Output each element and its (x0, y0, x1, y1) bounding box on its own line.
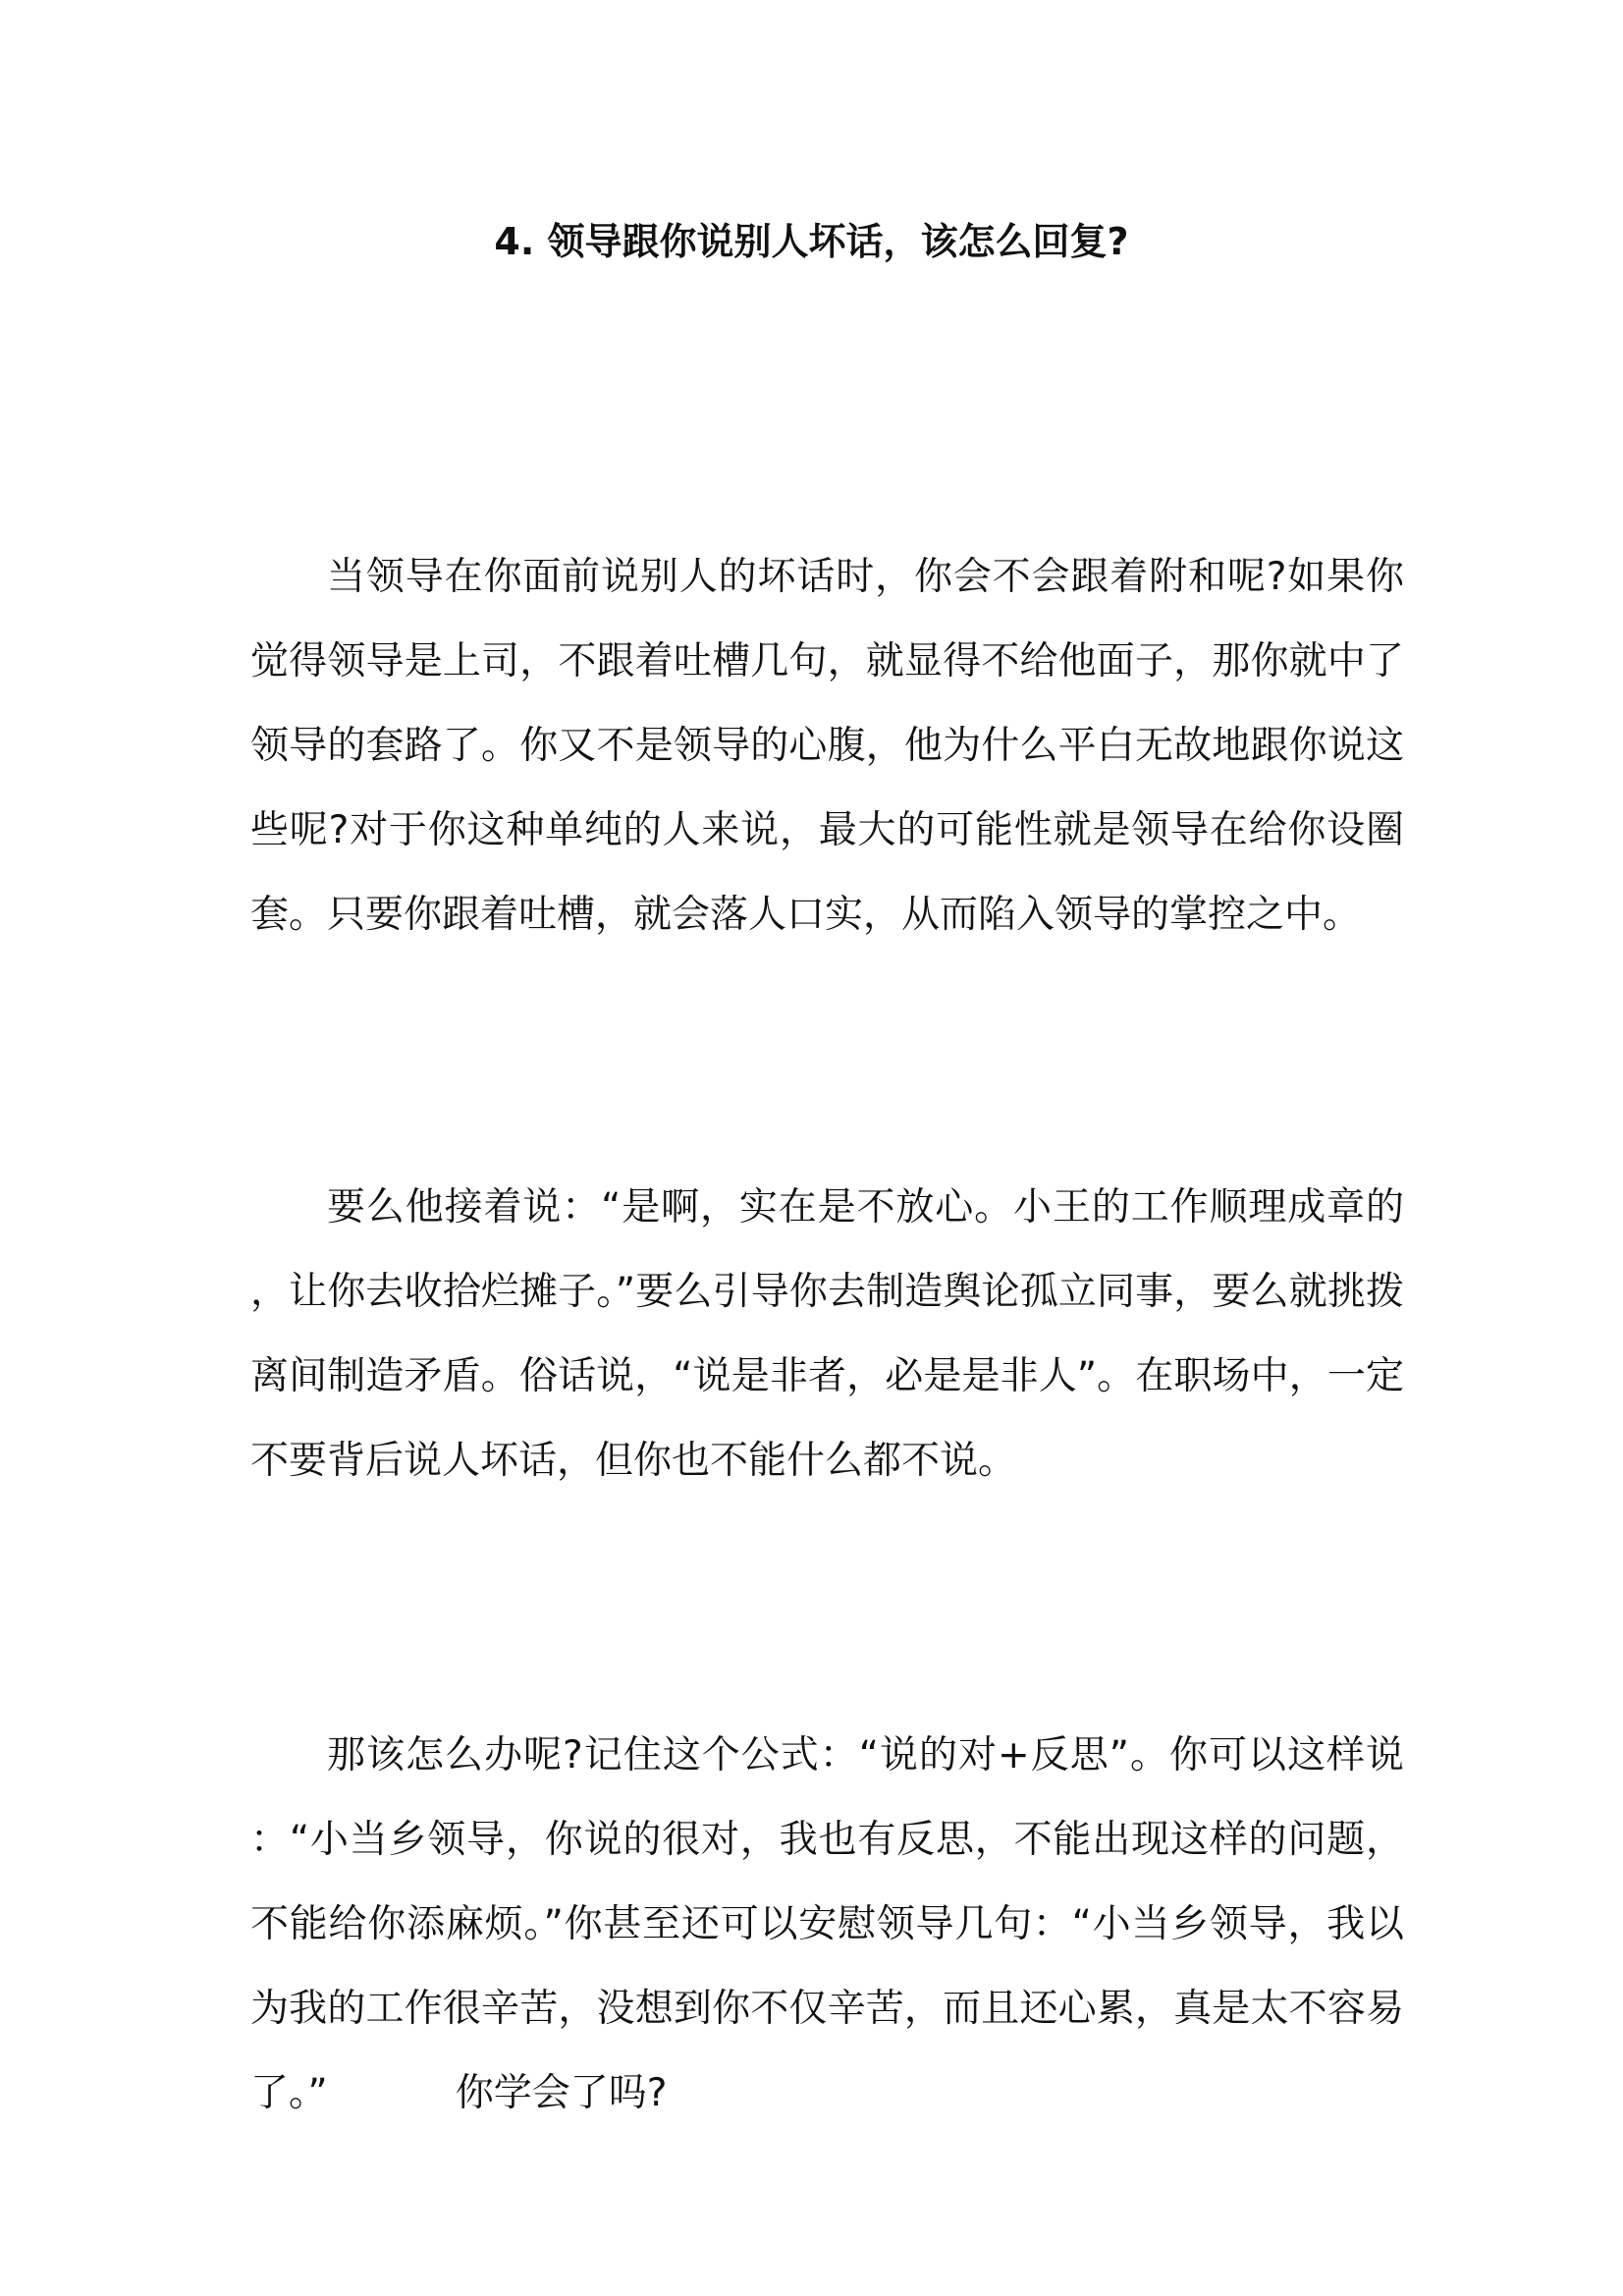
paragraph-3-text: 那该怎么办呢?记住这个公式：“说的对+反思”。你可以这样说：“小当乡领导，你说的很对，我也有反思，不能出现这样的问题，不能给你添麻烦。”你甚至还可以安慰领导几句：“小当乡领导，我以为我的工作很辛苦，没想到你不仅辛苦，而且还心累，真是太不容易了。” (250, 1733, 1404, 2115)
paragraph-1: 当领导在你面前说别人的坏话时，你会不会跟着附和呢?如果你觉得领导是上司，不跟着吐槽几句，就显得不给他面子，那你就中了领导的套路了。你又不是领导的心腹，他为什么平白无故地跟你说这些呢?对于你这种单纯的人来说，最大的可能性就是领导在给你设圈套。只要你跟着吐槽，就会落人口实，从而陷入领导的掌控之中。 (250, 555, 1404, 937)
document-title: 4. 领导跟你说别人坏话，该怎么回复? (494, 220, 1129, 264)
paragraph-3 (250, 1714, 1404, 2136)
paragraph-2: 要么他接着说：“是啊，实在是不放心。小王的工作顺理成章的，让你去收拾烂摊子。”要么引导你去制造舆论孤立同事，要么就挑拨离间制造矛盾。俗话说，“说是非者，必是是非人”。在职场中，一定不要背后说人坏话，但你也不能什么都不说。 (250, 1185, 1404, 1483)
closing-question: 你学会了吗? (455, 2071, 668, 2115)
